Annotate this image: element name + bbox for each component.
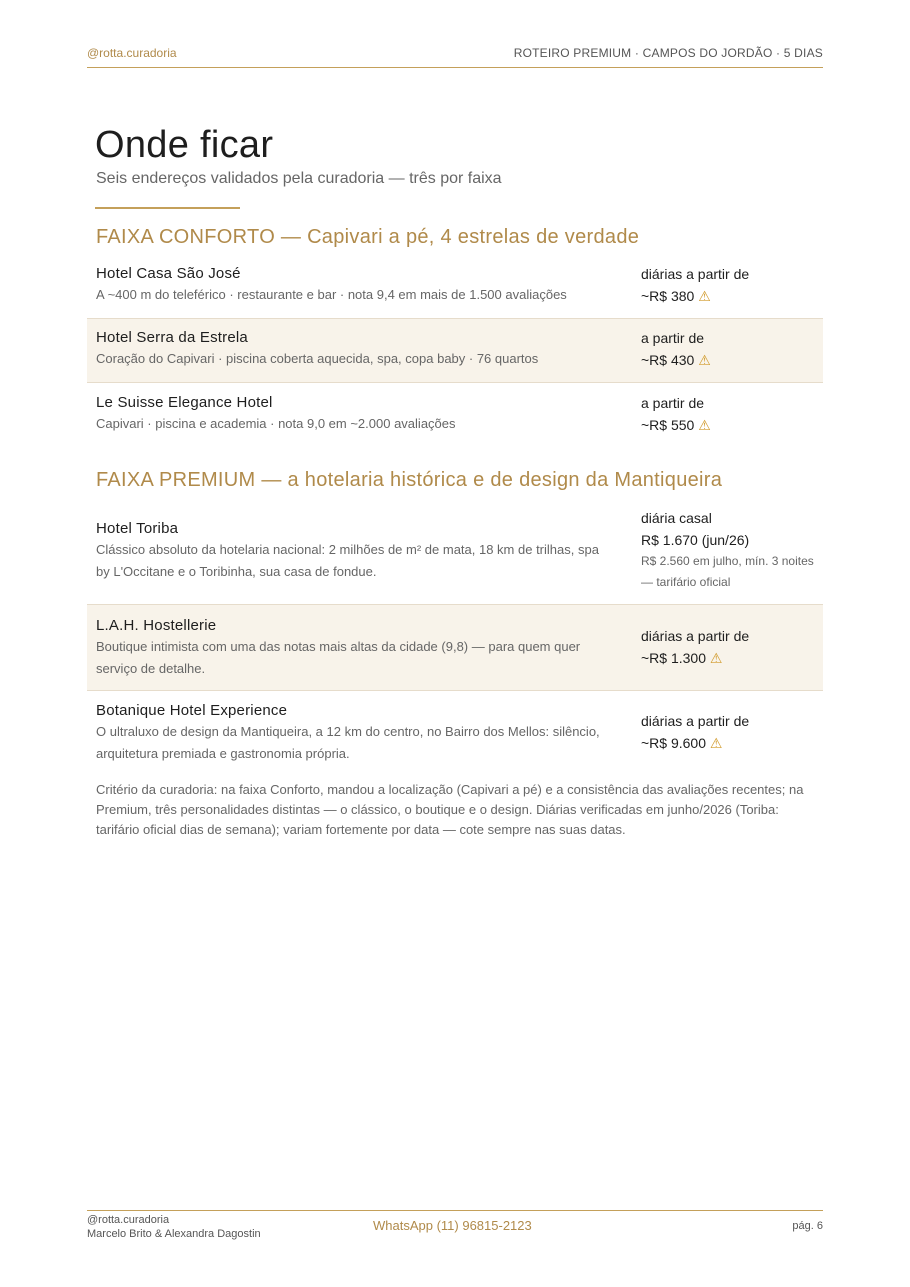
hotel-description: Boutique intimista com uma das notas mais altas da cidade (9,8) — para quem quer serviço de detalhe. [96,639,581,676]
hotel-description: A ~400 m do teleférico · restaurante e bar · nota 9,4 em mais de 1.500 avaliações [96,287,567,302]
page-title: Onde ficar [95,124,274,166]
hotel-row [87,383,823,447]
hotel-description: Coração do Capivari · piscina coberta aquecida, spa, copa baby · 76 quartos [96,351,539,366]
warning-icon: ⚠ [709,650,723,666]
price-label: diária casal [641,510,712,526]
hotel-table-premium [87,504,823,777]
curation-criteria-note: Critério da curadoria: na faixa Conforto, mandou a localização (Capivari a pé) e a consistência das avaliações recentes; na Premium, três personalidades distintas — o clássico, o boutique e o design. Diárias verificadas em junho/2026 (Toriba: tarifário oficial dias de semana); variam fortemente por data — cote sempre nas suas datas. [96,782,804,837]
warning-icon: ⚠ [698,352,711,368]
footer-handle: @rotta.curadoria [87,1214,170,1226]
hotel-row [87,691,823,777]
header-handle: @rotta.curadoria [87,46,177,60]
footer-whatsapp: WhatsApp (11) 96815-2123 [373,1218,532,1233]
title-divider [95,207,240,209]
price-label: diárias a partir de [641,266,750,282]
hotel-row [87,605,823,691]
price-value: ~R$ 550 ⚠ [641,417,711,433]
page-header [87,46,823,68]
hotel-description: O ultraluxo de design da Mantiqueira, a 12 km do centro, no Bairro dos Mellos: silêncio, arquitetura premiada e gastronomia própria. [96,724,600,761]
hotel-row [87,504,823,605]
warning-icon: ⚠ [698,417,711,433]
hotel-description: Clássico absoluto da hotelaria nacional: 2 milhões de m² de mata, 18 km de trilhas, spa by L'Occitane e o Toribinha, sua casa de fondue. [96,542,599,579]
price-label: diárias a partir de [641,713,750,729]
price-label: diárias a partir de [641,628,750,644]
hotel-name: Hotel Toriba [96,520,179,537]
price-label: a partir de [641,395,705,411]
price-value: ~R$ 430 ⚠ [641,352,711,368]
footer-authors: Marcelo Brito & Alexandra Dagostin [87,1228,261,1240]
price-value: ~R$ 9.600 ⚠ [641,735,723,751]
page-number: pág. 6 [792,1220,823,1232]
hotel-description: Capivari · piscina e academia · nota 9,0 em ~2.000 avaliações [96,416,456,431]
hotel-name: Hotel Serra da Estrela [96,329,248,346]
hotel-table-conforto [87,257,823,447]
hotel-name: Le Suisse Elegance Hotel [96,394,273,411]
price-note: R$ 2.560 em julho, mín. 3 noites — tarifário oficial [641,554,814,589]
section-heading-premium: FAIXA PREMIUM — a hotelaria histórica e de design da Mantiqueira [96,469,723,491]
hotel-name: Botanique Hotel Experience [96,702,288,719]
price-label: a partir de [641,330,705,346]
header-document-title: ROTEIRO PREMIUM · CAMPOS DO JORDÃO · 5 DIAS [513,46,823,60]
page-subtitle: Seis endereços validados pela curadoria — três por faixa [96,170,502,187]
warning-icon: ⚠ [709,735,723,751]
hotel-row [87,319,823,383]
hotel-row [87,257,823,319]
hotel-name: L.A.H. Hostellerie [96,617,217,634]
hotel-name: Hotel Casa São José [96,265,241,282]
price-value: R$ 1.670 (jun/26) [641,532,750,548]
price-value: ~R$ 1.300 ⚠ [641,650,723,666]
section-heading-conforto: FAIXA CONFORTO — Capivari a pé, 4 estrelas de verdade [96,226,640,248]
page-footer [87,1210,823,1244]
price-value: ~R$ 380 ⚠ [641,288,711,304]
warning-icon: ⚠ [698,288,711,304]
